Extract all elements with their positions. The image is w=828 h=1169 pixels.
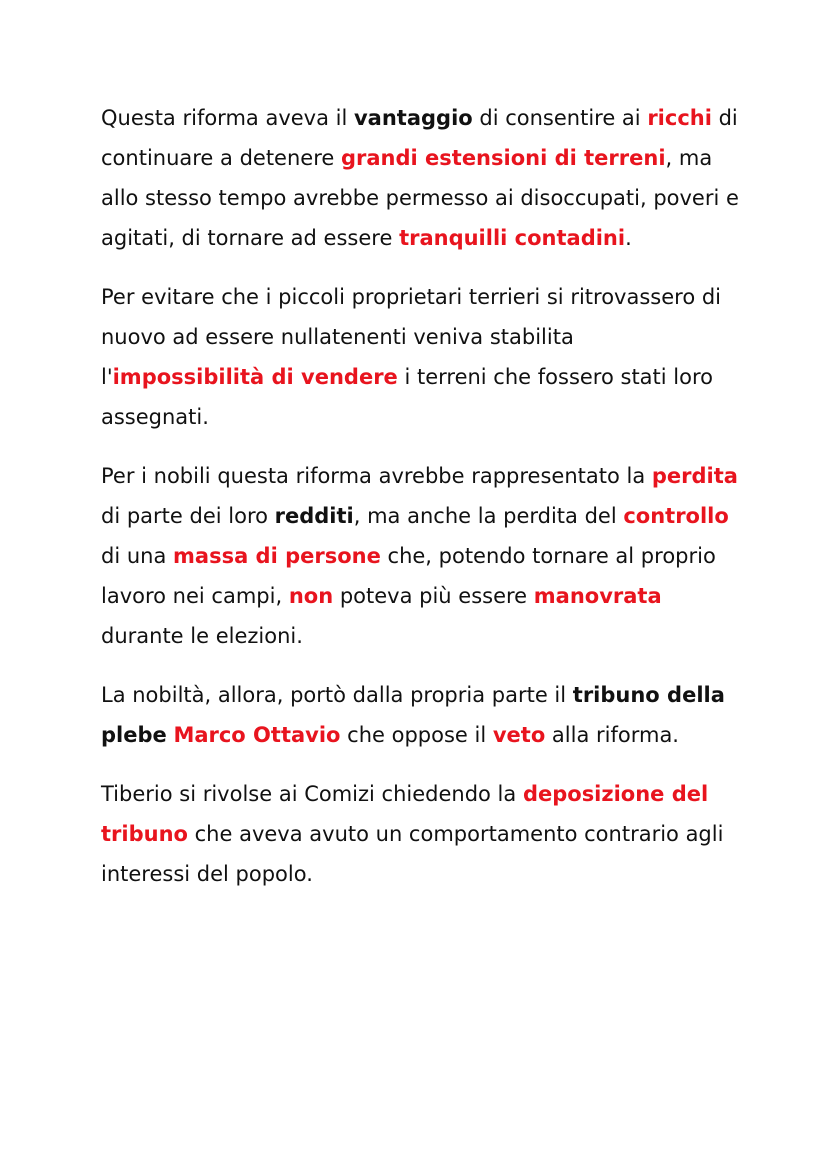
body-text: La nobiltà, allora, portò dalla propria parte il: [101, 683, 573, 707]
paragraph-marco-ottavio-veto: [101, 675, 741, 755]
body-text: Questa riforma aveva il: [101, 106, 354, 130]
body-text: di una: [101, 544, 174, 568]
body-text: che, potendo tornare al proprio lavoro nei campi,: [101, 544, 716, 608]
body-text: Tiberio si rivolse ai Comizi chiedendo la: [101, 782, 523, 806]
body-text: di consentire ai: [472, 106, 648, 130]
body-text: che aveva avuto un comportamento contrario agli interessi del popolo.: [101, 822, 724, 886]
body-text: Per evitare che i piccoli proprietari terrieri si ritrovassero di nuovo ad essere nullatenenti veniva stabilita l': [101, 285, 722, 389]
highlight-red-text: impossibilità di vendere: [112, 365, 398, 389]
paragraph-nobili-perdita: [101, 456, 741, 656]
body-text: di continuare a detenere: [101, 106, 738, 170]
paragraph-tiberio-comizi: [101, 774, 741, 894]
body-text: .: [625, 226, 632, 250]
body-text: poteva più essere: [333, 584, 534, 608]
highlight-red-text: Marco Ottavio: [173, 723, 341, 747]
highlight-red-text: controllo: [623, 504, 729, 528]
highlight-red-text: ricchi: [647, 106, 712, 130]
paragraph-impossibilita-vendere: [101, 277, 741, 437]
highlight-red-text: massa di persone: [173, 544, 381, 568]
highlight-red-text: perdita: [651, 464, 738, 488]
highlight-red-text: veto: [492, 723, 546, 747]
body-text: alla riforma.: [545, 723, 679, 747]
bold-text: redditi: [274, 504, 354, 528]
body-text: i terreni che fossero stati loro assegnati.: [101, 365, 713, 429]
highlight-red-text: non: [288, 584, 334, 608]
body-text: che oppose il: [340, 723, 493, 747]
highlight-red-text: manovrata: [533, 584, 662, 608]
document-body: [101, 98, 741, 913]
body-text: Per i nobili questa riforma avrebbe rappresentato la: [101, 464, 652, 488]
highlight-red-text: deposizione del tribuno: [101, 782, 709, 846]
bold-text: tribuno della plebe: [101, 683, 725, 747]
body-text: , ma allo stesso tempo avrebbe permesso ai disoccupati, poveri e agitati, di tornare ad essere: [101, 146, 739, 250]
body-text: durante le elezioni.: [101, 624, 303, 648]
highlight-red-text: tranquilli contadini: [399, 226, 626, 250]
bold-text: vantaggio: [353, 106, 473, 130]
highlight-red-text: grandi estensioni di terreni: [340, 146, 666, 170]
paragraph-riforma-vantaggio: [101, 98, 741, 258]
body-text: , ma anche la perdita del: [353, 504, 624, 528]
body-text: di parte dei loro: [101, 504, 275, 528]
